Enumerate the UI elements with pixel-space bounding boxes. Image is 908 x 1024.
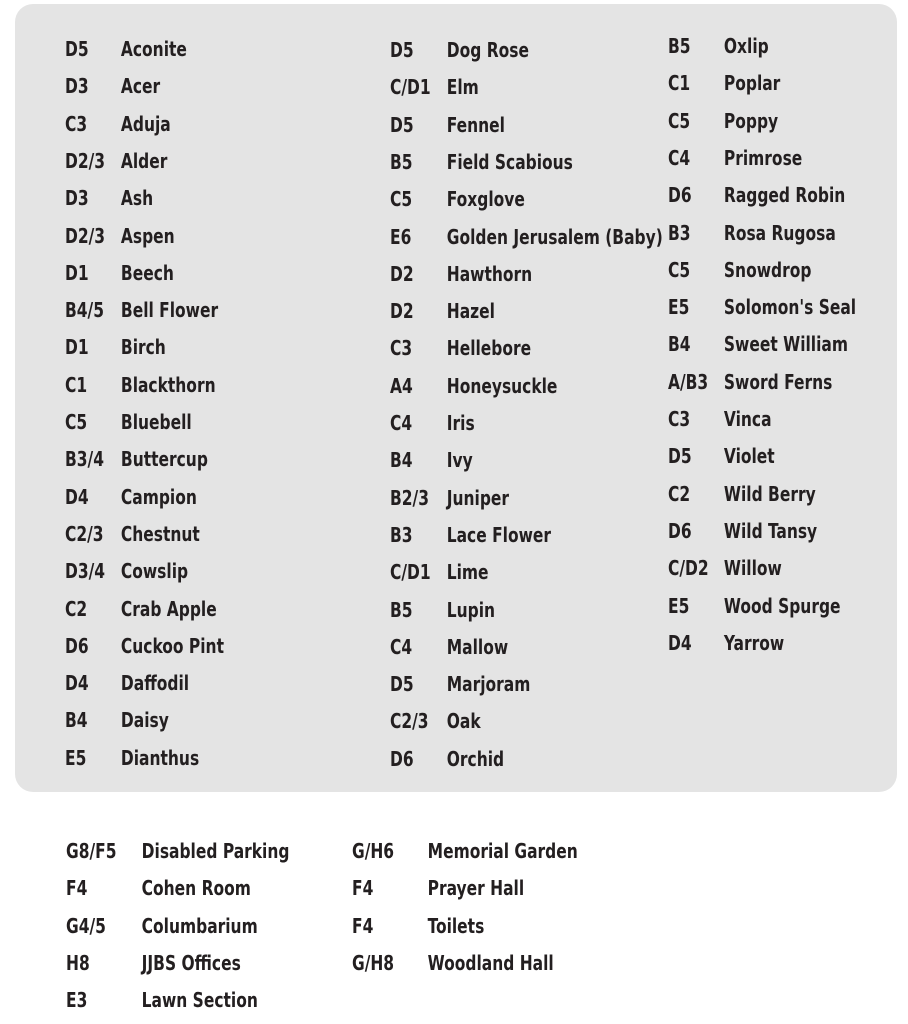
facility-grid-ref: G8/F5	[66, 839, 117, 863]
facility-name: JJBS Offices	[141, 950, 241, 975]
plant-grid-ref: B5	[668, 34, 691, 58]
plant-name: Acer	[120, 74, 161, 99]
plant-name: Hazel	[446, 299, 495, 324]
plant-name: Alder	[120, 148, 168, 173]
plant-name: Golden Jerusalem (Baby)	[446, 224, 663, 249]
plant-grid-ref: C2	[668, 481, 691, 506]
plant-grid-ref: D2/3	[65, 148, 106, 173]
plant-grid-ref: C3	[65, 111, 88, 136]
plant-name: Willow	[723, 556, 782, 581]
plant-name: Field Scabious	[446, 149, 573, 174]
plant-name: Yarrow	[723, 630, 785, 655]
plant-name: Iris	[446, 411, 475, 435]
plant-name: Oxlip	[723, 34, 769, 58]
plant-grid-ref: C1	[65, 372, 88, 397]
plant-name: Chestnut	[120, 521, 200, 546]
facility-name: Lawn Section	[141, 988, 258, 1013]
plant-grid-ref: D1	[65, 260, 89, 285]
plant-name: Rosa Rugosa	[723, 220, 836, 245]
plant-grid-ref: B4	[390, 448, 413, 473]
plant-name: Poplar	[723, 71, 781, 96]
plant-name: Ivy	[446, 448, 473, 473]
plant-grid-ref: C/D1	[390, 560, 431, 585]
facility-name: Prayer Hall	[427, 876, 525, 901]
plant-name: Sword Ferns	[723, 369, 833, 394]
plant-name: Aspen	[120, 223, 175, 248]
facility-name: Columbarium	[141, 913, 258, 938]
plant-grid-ref: B5	[390, 149, 413, 174]
plant-grid-ref: D5	[390, 112, 414, 137]
plant-name: Ragged Robin	[723, 183, 846, 208]
plant-name: Blackthorn	[120, 372, 216, 397]
plant-name: Fennel	[446, 112, 505, 137]
plant-grid-ref: E5	[668, 593, 690, 618]
plant-name: Dianthus	[120, 745, 200, 770]
plant-name: Lime	[446, 560, 489, 585]
plant-grid-ref: B4	[65, 708, 88, 733]
plant-name: Orchid	[446, 746, 505, 771]
plant-grid-ref: C/D2	[668, 556, 709, 581]
plant-name: Cuckoo Pint	[120, 633, 224, 658]
plant-grid-ref: D5	[65, 37, 89, 61]
facility-name: Memorial Garden	[427, 839, 578, 863]
plant-name: Violet	[723, 444, 775, 469]
plant-name: Honeysuckle	[446, 373, 558, 398]
facility-grid-ref: E3	[66, 988, 88, 1013]
plant-grid-ref: B5	[390, 597, 413, 622]
plant-grid-ref: A4	[390, 373, 413, 398]
plant-grid-ref: E6	[390, 224, 412, 249]
plant-name: Dog Rose	[446, 38, 529, 62]
plant-name: Wild Berry	[723, 481, 816, 506]
plant-grid-ref: D3	[65, 186, 89, 211]
plant-name: Hellebore	[446, 336, 532, 361]
plant-grid-ref: D5	[390, 38, 414, 62]
plant-name: Hawthorn	[446, 261, 533, 286]
plant-grid-ref: C3	[390, 336, 413, 361]
plant-name: Buttercup	[120, 447, 208, 472]
plant-grid-ref: C5	[668, 108, 691, 133]
plant-grid-ref: C4	[390, 411, 413, 435]
plant-name: Bell Flower	[120, 298, 219, 323]
plant-name: Cowslip	[120, 559, 189, 584]
plant-name: Wild Tansy	[723, 518, 818, 543]
plant-name: Ash	[120, 186, 154, 211]
plant-grid-ref: C4	[390, 634, 413, 659]
plant-grid-ref: B4/5	[65, 298, 104, 323]
plant-grid-ref: D6	[668, 183, 692, 208]
plant-grid-ref: B3	[390, 522, 413, 547]
plant-grid-ref: C5	[390, 187, 413, 212]
plant-grid-ref: D1	[65, 335, 89, 360]
plant-name: Wood Spurge	[723, 593, 841, 618]
plant-grid-ref: D2/3	[65, 223, 106, 248]
plant-name: Vinca	[723, 407, 772, 431]
plant-name: Sweet William	[723, 332, 848, 357]
plant-name: Solomon's Seal	[723, 295, 857, 320]
plant-name: Lace Flower	[446, 522, 552, 547]
plant-grid-ref: C/D1	[390, 75, 431, 100]
facility-grid-ref: G/H6	[352, 839, 395, 863]
plant-name: Elm	[446, 75, 479, 100]
plant-name: Mallow	[446, 634, 509, 659]
plant-grid-ref: D5	[390, 672, 414, 697]
facility-grid-ref: G/H8	[352, 950, 395, 975]
plant-name: Lupin	[446, 597, 496, 622]
plant-name: Campion	[120, 484, 197, 509]
plant-grid-ref: E5	[668, 295, 690, 320]
facility-grid-ref: H8	[66, 950, 90, 975]
plant-grid-ref: C4	[668, 145, 691, 170]
plant-grid-ref: E5	[65, 745, 87, 770]
plant-grid-ref: D6	[390, 746, 414, 771]
facility-grid-ref: F4	[352, 913, 374, 938]
plant-grid-ref: D3/4	[65, 559, 106, 584]
plant-name: Oak	[446, 709, 481, 734]
plant-grid-ref: D4	[668, 630, 692, 655]
facility-name: Woodland Hall	[427, 950, 554, 975]
plant-name: Aduja	[120, 111, 171, 136]
plant-name: Crab Apple	[120, 596, 217, 621]
plant-grid-ref: B4	[668, 332, 691, 357]
plant-name: Daisy	[120, 708, 169, 733]
plant-grid-ref: A/B3	[668, 369, 709, 394]
plant-name: Primrose	[723, 145, 803, 170]
plant-grid-ref: D2	[390, 299, 414, 324]
plant-grid-ref: D6	[668, 518, 692, 543]
plant-name: Marjoram	[446, 672, 531, 697]
plant-grid-ref: D3	[65, 74, 89, 99]
plant-grid-ref: D4	[65, 671, 89, 696]
plant-grid-ref: D5	[668, 444, 692, 469]
plant-name: Juniper	[446, 485, 510, 510]
plant-grid-ref: C5	[65, 410, 88, 434]
facility-grid-ref: G4/5	[66, 913, 106, 938]
facility-name: Cohen Room	[141, 876, 251, 901]
plant-name: Beech	[120, 260, 174, 285]
plant-grid-ref: C2	[65, 596, 88, 621]
plant-grid-ref: B2/3	[390, 485, 429, 510]
plant-grid-ref: B3	[668, 220, 691, 245]
facility-name: Disabled Parking	[141, 839, 290, 863]
plant-name: Foxglove	[446, 187, 525, 212]
plant-name: Snowdrop	[723, 257, 812, 282]
plant-name: Daffodil	[120, 671, 190, 696]
plant-name: Bluebell	[120, 410, 192, 434]
plant-grid-ref: C2/3	[390, 709, 429, 734]
plant-grid-ref: D6	[65, 633, 89, 658]
plant-name: Birch	[120, 335, 166, 360]
plant-grid-ref: C2/3	[65, 521, 104, 546]
plant-grid-ref: C3	[668, 407, 691, 431]
plant-grid-ref: D2	[390, 261, 414, 286]
plant-name: Aconite	[120, 37, 187, 61]
facility-grid-ref: F4	[352, 876, 374, 901]
plant-name: Poppy	[723, 108, 779, 133]
plant-grid-ref: D4	[65, 484, 89, 509]
facility-grid-ref: F4	[66, 876, 88, 901]
plant-grid-ref: B3/4	[65, 447, 104, 472]
plant-grid-ref: C1	[668, 71, 691, 96]
plant-grid-ref: C5	[668, 257, 691, 282]
facility-name: Toilets	[427, 913, 485, 938]
